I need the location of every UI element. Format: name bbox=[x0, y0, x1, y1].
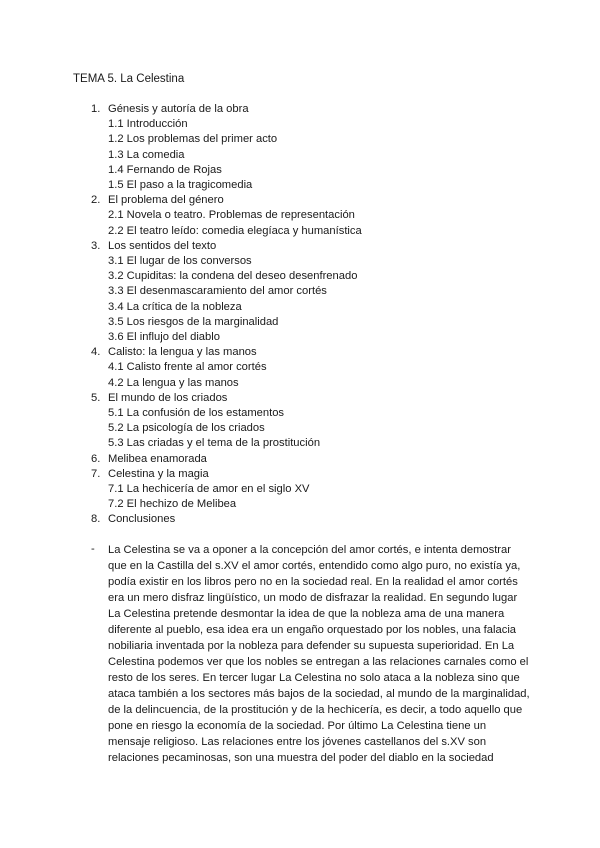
paragraph-line: de la delincuencia, de la prostitución y de la hechicería, es decir, a todo aquello que bbox=[108, 704, 523, 716]
toc-item-number: 1. bbox=[91, 103, 101, 115]
paragraph-line: nobiliaria inventada por la nobleza para defender su supuesta superioridad. En La bbox=[108, 640, 515, 652]
toc-subitem: 3.1 El lugar de los conversos bbox=[108, 255, 252, 267]
toc-item-number: 7. bbox=[91, 467, 101, 480]
paragraph-line: La Celestina se va a oponer a la concepción del amor cortés, e intenta demostrar bbox=[108, 544, 511, 556]
paragraph-line: que en la Castilla del s.XV el amor cortés, entendido como algo puro, no existía ya, bbox=[108, 560, 521, 572]
toc-subitem: 7.2 El hechizo de Melibea bbox=[108, 498, 237, 511]
toc-item-number: 4. bbox=[91, 346, 101, 359]
toc-item-number: 5. bbox=[91, 391, 101, 404]
paragraph-line: La Celestina pretende desmontar la idea de que la nobleza ama de una manera bbox=[108, 608, 505, 620]
toc-subitem: 5.2 La psicología de los criados bbox=[108, 422, 265, 435]
bullet-dash: - bbox=[91, 543, 95, 555]
toc-item-label: Celestina y la magia bbox=[108, 467, 209, 480]
paragraph-line: ataca también a los sectores más bajos de la sociedad, al mundo de la marginalidad, bbox=[108, 688, 530, 700]
body-paragraph bbox=[108, 542, 530, 766]
toc-item-number: 8. bbox=[91, 513, 101, 526]
toc-item-label: El problema del género bbox=[108, 194, 224, 207]
toc-subitem: 3.5 Los riesgos de la marginalidad bbox=[108, 315, 279, 328]
toc-subitem: 1.2 Los problemas del primer acto bbox=[108, 133, 278, 146]
toc-item-label: Génesis y autoría de la obra bbox=[108, 103, 249, 115]
toc-subitem: 2.1 Novela o teatro. Problemas de representación bbox=[108, 209, 355, 222]
toc-subitem: 3.2 Cupiditas: la condena del deseo desenfrenado bbox=[108, 270, 358, 283]
toc-subitem: 1.3 La comedia bbox=[108, 148, 185, 161]
toc-item-number: 2. bbox=[91, 194, 101, 207]
paragraph-line: mensaje religioso. Las relaciones entre los jóvenes castellanos del s.XV son bbox=[108, 736, 487, 748]
toc-item-label: El mundo de los criados bbox=[108, 391, 228, 404]
paragraph-line: resto de los seres. En tercer lugar La Celestina no solo ataca a la nobleza sino que bbox=[108, 672, 520, 684]
toc-subitem: 5.3 Las criadas y el tema de la prostitución bbox=[108, 437, 321, 450]
toc-subitem: 7.1 La hechicería de amor en el siglo XV bbox=[108, 483, 310, 495]
toc-item-number: 3. bbox=[91, 239, 101, 252]
toc-subitem: 3.6 El influjo del diablo bbox=[108, 331, 220, 343]
toc-subitem: 1.5 El paso a la tragicomedia bbox=[108, 179, 253, 191]
toc-item-label: Calisto: la lengua y las manos bbox=[108, 346, 257, 359]
paragraph-line: diferente al pueblo, esa idea era un engaño orquestado por los nobles, una falacia bbox=[108, 624, 517, 636]
toc-subitem: 3.3 El desenmascaramiento del amor cortés bbox=[108, 285, 327, 298]
toc-item-label: Conclusiones bbox=[108, 513, 176, 526]
toc-subitem: 1.4 Fernando de Rojas bbox=[108, 163, 222, 176]
toc-subitem: 4.1 Calisto frente al amor cortés bbox=[108, 361, 267, 374]
toc-subitem: 1.1 Introducción bbox=[108, 118, 188, 131]
page-title: TEMA 5. La Celestina bbox=[73, 73, 185, 85]
paragraph-line: pone en riesgo la economía de la sociedad. Por último La Celestina tiene un bbox=[108, 720, 487, 732]
toc-subitem: 4.2 La lengua y las manos bbox=[108, 376, 239, 389]
paragraph-line: podía existir en los libros pero no en la sociedad real. En la realidad el amor cortés bbox=[108, 576, 518, 588]
toc-subitem: 2.2 El teatro leído: comedia elegíaca y humanística bbox=[108, 224, 362, 237]
toc-subitem: 3.4 La crítica de la nobleza bbox=[108, 300, 242, 313]
paragraph-line: relaciones pecaminosas, son una muestra del poder del diablo en la sociedad bbox=[108, 752, 494, 764]
paragraph-line: Celestina podemos ver que los nobles se entregan a las relaciones carnales como el bbox=[108, 656, 529, 668]
toc-item-label: Los sentidos del texto bbox=[108, 239, 217, 252]
toc-item-number: 6. bbox=[91, 452, 101, 465]
toc-item-label: Melibea enamorada bbox=[108, 452, 207, 465]
paragraph-line: era un mero disfraz lingüístico, un modo de disfrazar la realidad. En segundo lugar bbox=[108, 592, 518, 604]
toc-subitem: 5.1 La confusión de los estamentos bbox=[108, 407, 285, 419]
